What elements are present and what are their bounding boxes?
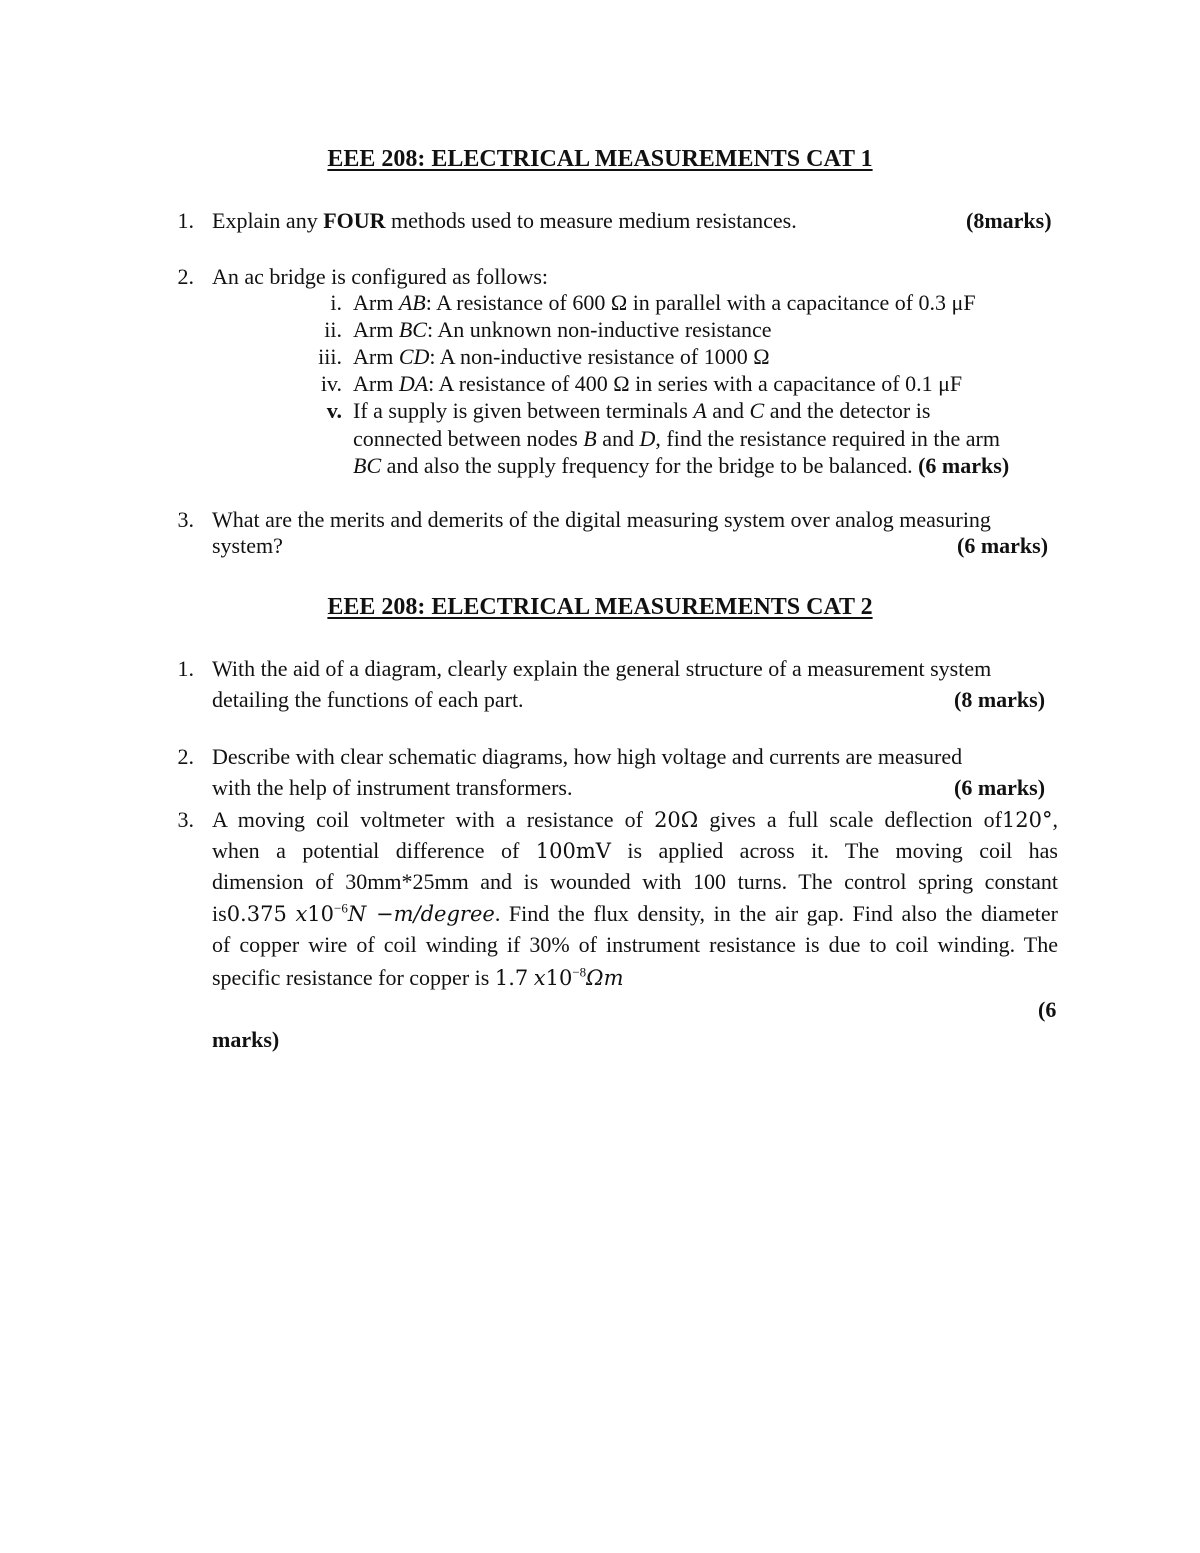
- cat2-q3-line2: when a potential difference of 100mV is applied across it. The moving coil has: [212, 838, 1058, 863]
- cat1-q2-item-iii: Arm CD: A non-inductive resistance of 1000 Ω: [353, 344, 770, 369]
- cat2-q2-marks: (6 marks): [954, 775, 1046, 800]
- cat2-q3-marks-part2: marks): [212, 1027, 280, 1052]
- cat2-q3-marks-part1: (6: [1038, 997, 1057, 1022]
- cat1-q2-intro: An ac bridge is configured as follows:: [212, 264, 549, 289]
- cat1-q3-number: 3.: [177, 507, 194, 532]
- cat2-q2-number: 2.: [177, 744, 194, 769]
- cat2-q2-line1: Describe with clear schematic diagrams, how high voltage and currents are measured: [212, 744, 963, 769]
- cat1-title: EEE 208: ELECTRICAL MEASUREMENTS CAT 1: [327, 146, 873, 172]
- cat1-q2-item-i-number: i.: [330, 290, 342, 315]
- cat2-q3-line6: specific resistance for copper is 1.7 $x10^{-8}\Omega m$: [212, 964, 624, 990]
- cat2-q2-line2: with the help of instrument transformers.: [212, 775, 573, 800]
- cat2-q3-line4: is0.375 $x10^{-6}N$ −m/degree. Find the flux density, in the air gap. Find also the diameter: [212, 900, 1059, 926]
- cat1-q2-item-i: Arm AB: A resistance of 600 Ω in parallel with a capacitance of 0.3 μF: [353, 290, 976, 315]
- cat1-q1-text: Explain any FOUR methods used to measure medium resistances.: [212, 208, 797, 233]
- cat1-q2-item-ii-number: ii.: [324, 317, 342, 342]
- cat2-q3-line5: of copper wire of coil winding if 30% of instrument resistance is due to coil winding. The: [212, 932, 1058, 957]
- cat1-q3-marks: (6 marks): [957, 533, 1049, 558]
- cat2-q3-line1: A moving coil voltmeter with a resistance of 20Ω gives a full scale deflection of120°,: [212, 807, 1058, 832]
- cat1-q2-item-v-line2: connected between nodes B and D, find the resistance required in the arm: [353, 426, 1000, 451]
- cat2-q3-number: 3.: [177, 807, 194, 832]
- cat1-q2-item-v-number: v.: [326, 398, 342, 423]
- cat2-q1-number: 1.: [177, 656, 194, 681]
- cat1-q2-item-v-line3: BC and also the supply frequency for the bridge to be balanced. (6 marks): [353, 453, 1010, 478]
- cat2-title: EEE 208: ELECTRICAL MEASUREMENTS CAT 2: [327, 594, 873, 620]
- cat1-q3-line1: What are the merits and demerits of the digital measuring system over analog measuring: [212, 507, 991, 532]
- cat1-q2-item-iv-number: iv.: [320, 371, 342, 396]
- cat2-q3-line3: dimension of 30mm*25mm and is wounded with 100 turns. The control spring constant: [212, 869, 1058, 894]
- cat1-q2-item-iv: Arm DA: A resistance of 400 Ω in series with a capacitance of 0.1 μF: [353, 371, 963, 396]
- cat2-q1-marks: (8 marks): [954, 687, 1046, 712]
- cat2-q1-line1: With the aid of a diagram, clearly explain the general structure of a measurement system: [212, 656, 992, 681]
- cat1-q2-number: 2.: [177, 264, 194, 289]
- cat1-q2-item-ii: Arm BC: An unknown non-inductive resistance: [353, 317, 772, 342]
- cat1-q1-marks: (8marks): [966, 208, 1052, 233]
- cat1-q2-item-iii-number: iii.: [318, 344, 342, 369]
- cat1-q1-number: 1.: [177, 208, 194, 233]
- cat1-q3-line2: system?: [212, 533, 283, 558]
- cat1-q2-item-v-line1: If a supply is given between terminals A and C and the detector is: [353, 398, 931, 423]
- cat2-q1-line2: detailing the functions of each part.: [212, 687, 524, 712]
